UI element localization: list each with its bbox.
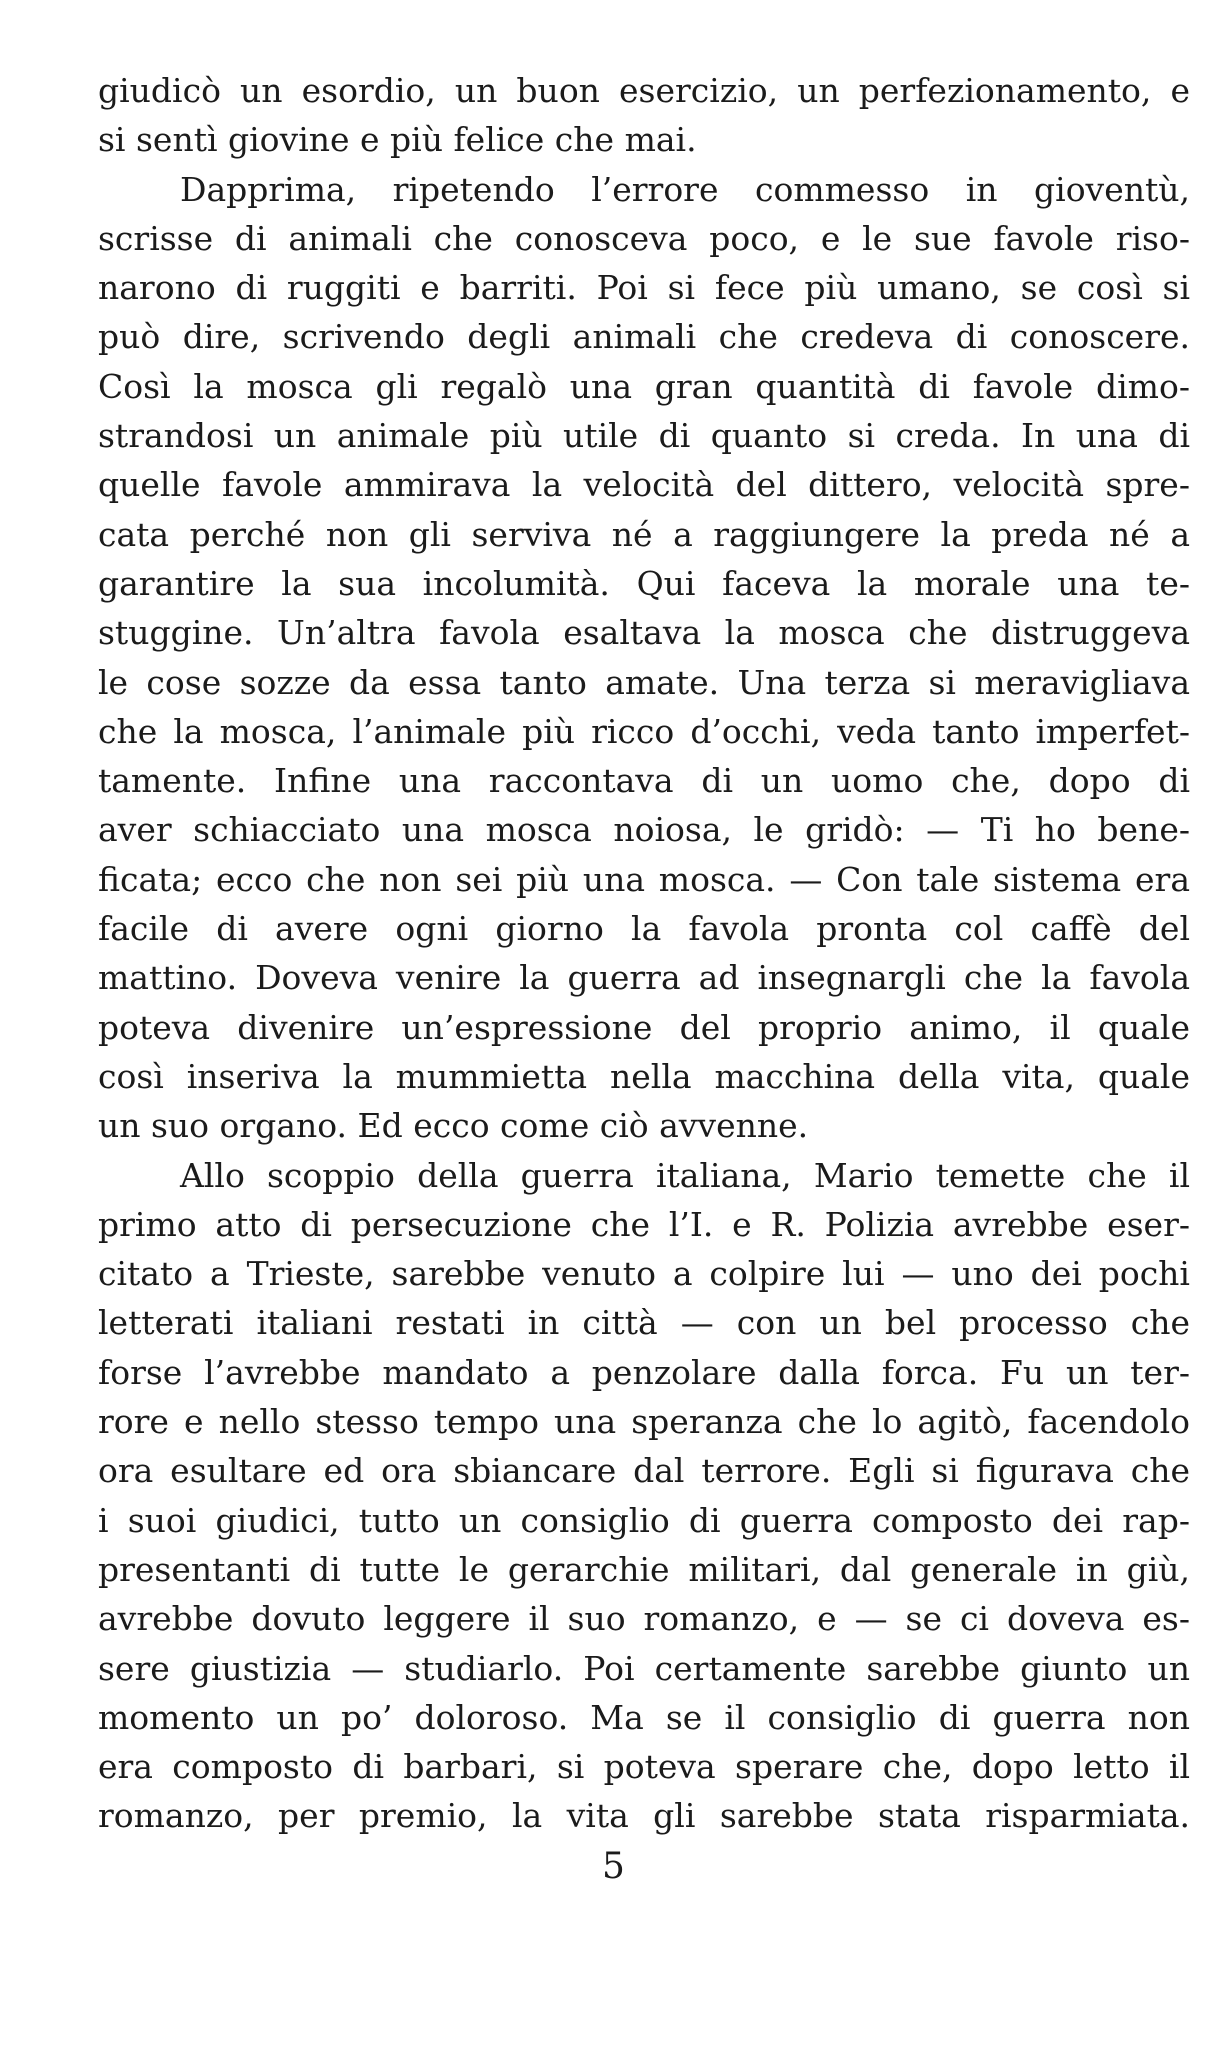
text-line: Allo scoppio della guerra italiana, Mario temette che il (180, 1155, 1190, 1195)
text-line: narono di ruggiti e barriti. Poi si fece più umano, se così si (98, 268, 1190, 308)
text-line: Così la mosca gli regalò una gran quantità di favole dimo- (98, 366, 1190, 406)
text-line: romanzo, per premio, la vita gli sarebbe stata risparmiata. (98, 1796, 1190, 1836)
text-line: un suo organo. Ed ecco come ciò avvenne. (98, 1106, 809, 1146)
text-line: cata perché non gli serviva né a raggiungere la preda né a (98, 514, 1190, 554)
text-line: i suoi giudici, tutto un consiglio di guerra composto dei rap- (98, 1500, 1190, 1540)
text-line: strandosi un animale più utile di quanto si creda. In una di (98, 416, 1190, 456)
text-line: tamente. Infine una raccontava di un uomo che, dopo di (98, 761, 1190, 801)
page-number: 5 (602, 1846, 625, 1887)
text-line: aver schiacciato una mosca noiosa, le gridò: — Ti ho bene- (98, 810, 1190, 850)
text-line: letterati italiani restati in città — con un bel processo che (98, 1303, 1190, 1343)
text-line: giudicò un esordio, un buon esercizio, un perfezionamento, e (98, 71, 1190, 110)
text-line: Dapprima, ripetendo l’errore commesso in gioventù, (180, 169, 1190, 209)
text-line: quelle favole ammirava la velocità del dittero, velocità spre- (98, 465, 1190, 505)
text-line: le cose sozze da essa tanto amate. Una terza si meravigliava (98, 662, 1190, 702)
text-line: sere giustizia — studiarlo. Poi certamente sarebbe giunto un (98, 1648, 1190, 1688)
text-line: mattino. Doveva venire la guerra ad insegnargli che la favola (98, 958, 1190, 998)
text-line: poteva divenire un’espressione del proprio animo, il quale (98, 1007, 1190, 1047)
text-line: garantire la sua incolumità. Qui faceva la morale una te- (98, 563, 1190, 603)
text-line: che la mosca, l’animale più ricco d’occhi, veda tanto imperfet- (98, 711, 1190, 751)
text-line: momento un po’ doloroso. Ma se il consiglio di guerra non (98, 1697, 1190, 1737)
text-line: citato a Trieste, sarebbe venuto a colpire lui — uno dei pochi (98, 1254, 1190, 1294)
text-line: rore e nello stesso tempo una speranza che lo agitò, facendolo (98, 1402, 1190, 1442)
text-line: avrebbe dovuto leggere il suo romanzo, e — se ci doveva es- (98, 1599, 1190, 1639)
text-line: forse l’avrebbe mandato a penzolare dalla forca. Fu un ter- (98, 1352, 1190, 1392)
text-line: così inseriva la mummietta nella macchina della vita, quale (98, 1056, 1190, 1096)
text-line: primo atto di persecuzione che l’I. e R. Polizia avrebbe eser- (98, 1204, 1190, 1244)
text-line: si sentì giovine e più felice che mai. (98, 120, 697, 160)
text-line: scrisse di animali che conosceva poco, e le sue favole riso- (98, 218, 1190, 258)
text-line: ora esultare ed ora sbiancare dal terrore. Egli si figurava che (98, 1451, 1190, 1491)
text-line: presentanti di tutte le gerarchie militari, dal generale in giù, (98, 1549, 1190, 1589)
body-text (98, 66, 1190, 1841)
text-line: può dire, scrivendo degli animali che credeva di conoscere. (98, 317, 1190, 357)
text-line: facile di avere ogni giorno la favola pronta col caffè del (98, 909, 1190, 949)
text-line: stuggine. Un’altra favola esaltava la mosca che distruggeva (98, 613, 1190, 653)
text-line: ficata; ecco che non sei più una mosca. — Con tale sistema era (98, 859, 1190, 899)
text-line: era composto di barbari, si poteva sperare che, dopo letto il (98, 1747, 1190, 1787)
